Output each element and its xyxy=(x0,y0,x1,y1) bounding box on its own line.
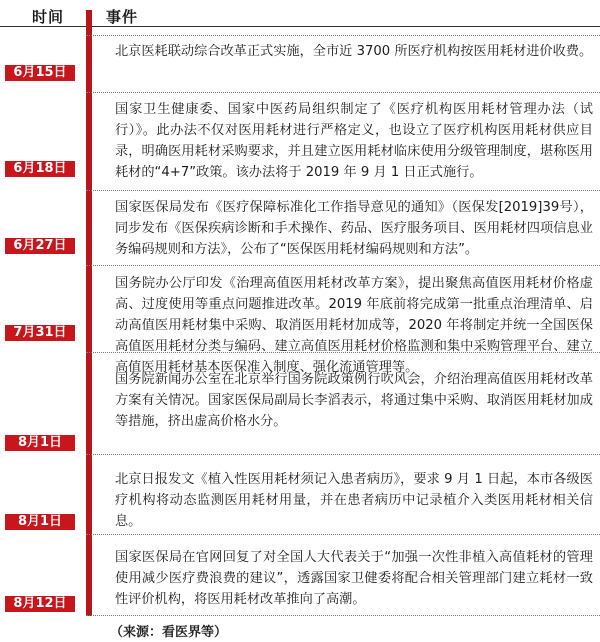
entry-divider xyxy=(86,352,600,353)
entry-2-event-text: 国家卫生健康委、国家中医药局组织制定了《医疗机构医用耗材管理办法（试行）》。此办法不仅对医用耗材进行严格定义，也设立了医疗机构医用耗材供应目录，明确医用耗材采购要求，并且建立医用耗材临床使用分级管理制度，堪称医用耗材的“4+7”政策。该办法将于 2019 年 9 月 1 日正式施行。 xyxy=(115,102,593,180)
entry-divider xyxy=(86,265,600,266)
column-header-event: 事件 xyxy=(106,8,139,26)
entry-divider xyxy=(86,534,600,535)
column-header-time: 时间 xyxy=(32,8,65,26)
timeline-bar xyxy=(86,10,92,616)
entry-divider xyxy=(86,92,600,93)
entry-divider xyxy=(86,615,600,616)
source-note: （来源：看医界等） xyxy=(110,625,228,640)
entry-4-date-tag: 7月31日 xyxy=(5,325,75,341)
entry-divider xyxy=(86,35,600,36)
entry-7-event-text: 国家医保局在官网回复了对全国人大代表关于“加强一次性非植入高值耗材的管理使用减少医疗费浪费的建议”，透露国家卫健委将配合相关管理部门建立耗材一致性评价机构，将医用耗材改革推向了高潮。 xyxy=(115,550,593,607)
entry-2-date-tag: 6月18日 xyxy=(5,161,75,177)
entry-divider xyxy=(86,454,600,455)
entry-3-date-tag: 6月27日 xyxy=(5,238,75,254)
entry-1-date-tag: 6月15日 xyxy=(5,65,75,81)
entry-5-date-tag: 8月1日 xyxy=(5,435,75,451)
entry-7-date-tag: 8月12日 xyxy=(5,596,75,612)
entry-6-date-tag: 8月1日 xyxy=(5,514,75,530)
entry-1-event-text: 北京医耗联动综合改革正式实施，全市近 3700 所医疗机构按医用耗材进价收费。 xyxy=(115,44,593,59)
entry-3-event-text: 国家医保局发布《医疗保障标准化工作指导意见的通知》（医保发[2019]39号），同步发布《医保疾病诊断和手术操作、药品、医疗服务项目、医用耗材四项信息业务编码规则和方法》，公布了“医保医用耗材编码规则和方法”。 xyxy=(115,200,593,257)
entry-divider xyxy=(86,190,600,191)
entry-4-event-text: 国务院办公厅印发《治理高值医用耗材改革方案》，提出聚焦高值医用耗材价格虚高、过度使用等重点问题推进改革。2019 年底前将完成第一批重点治理清单、启动高值医用耗材集中采购、取消医用耗材加成等，2020 年将制定并统一全国医保高值医用耗材分类与编码、建立高值医用耗材价格监测和集中采购管理平台、建立高值医用耗材基本医保准入制度、强化流通管理等。 xyxy=(115,276,593,375)
entry-6-event-text: 北京日报发文《植入性医用耗材须记入患者病历》，要求 9 月 1 日起，本市各级医疗机构将动态监测医用耗材用量，并在患者病历中记录植介入类医用耗材相关信息。 xyxy=(115,472,593,529)
entry-5-event-text: 国务院新闻办公室在北京举行国务院政策例行吹风会，介绍治理高值医用耗材改革方案有关情况。国家医保局副局长李滔表示，将通过集中采购、取消医用耗材加成等措施，挤出虚高价格水分。 xyxy=(115,372,593,429)
